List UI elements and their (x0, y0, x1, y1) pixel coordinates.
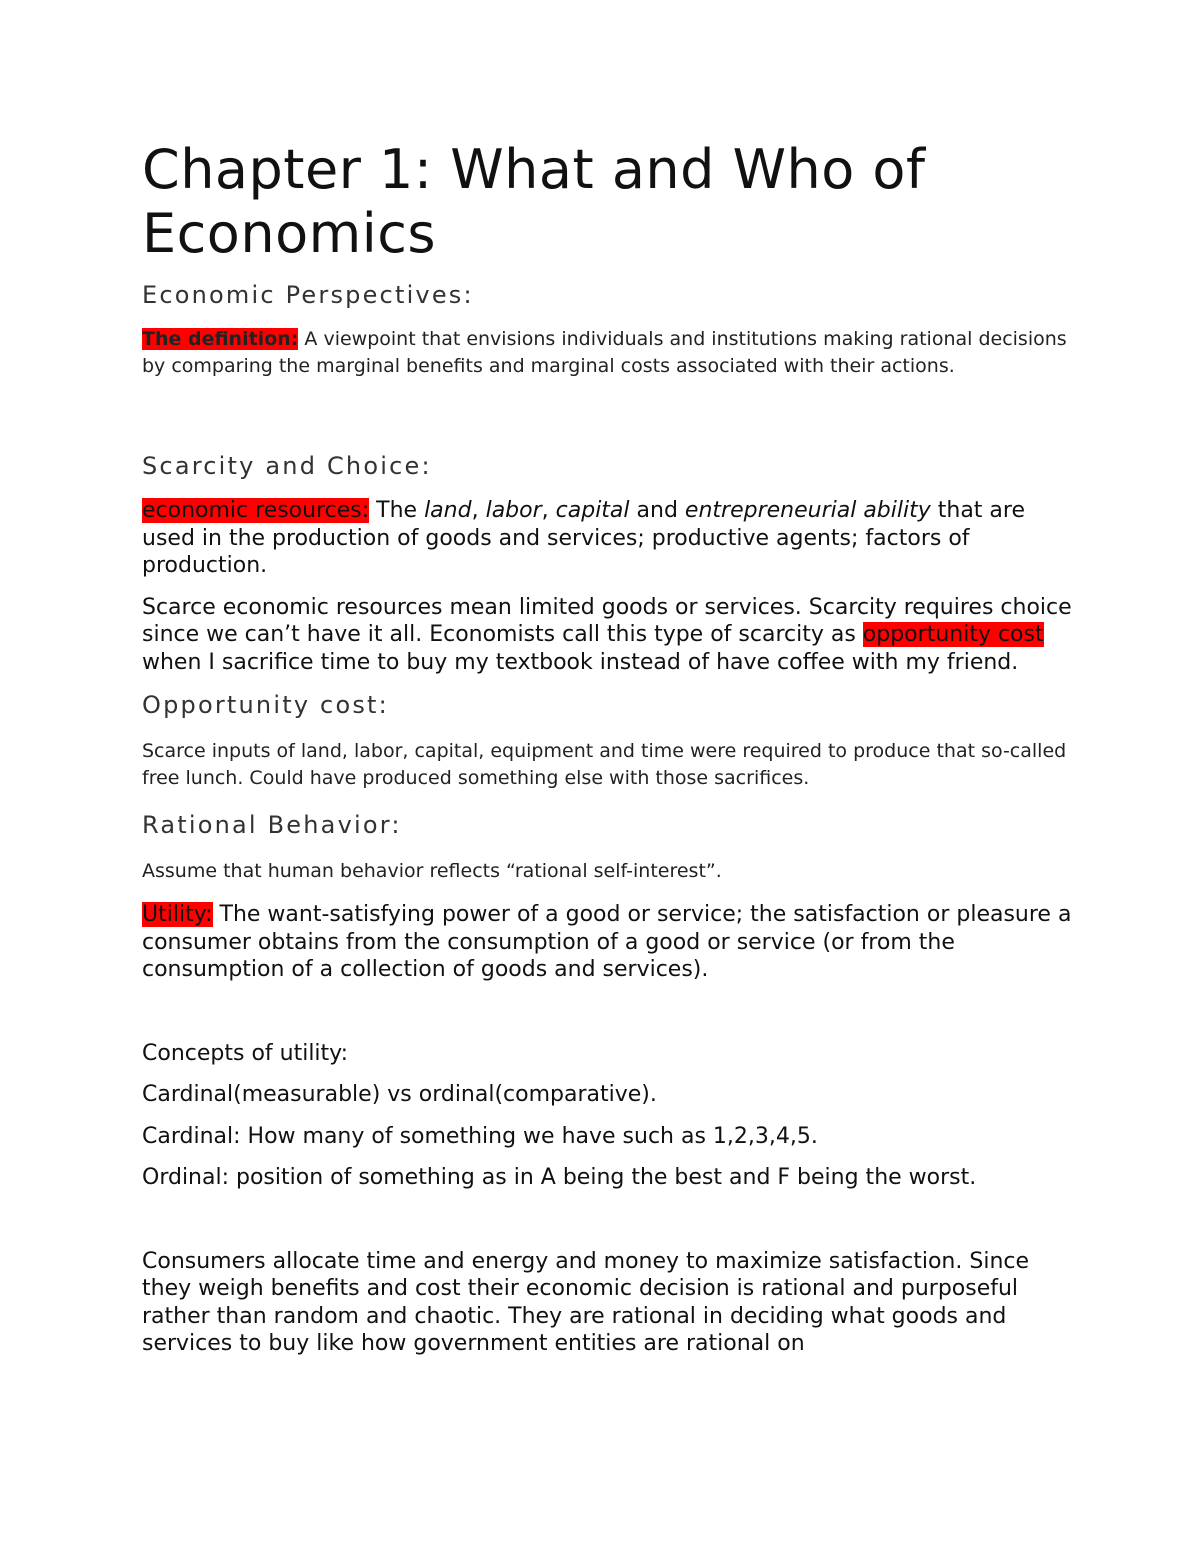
scarcity-paragraph (142, 594, 1072, 677)
economic-resources-paragraph (142, 497, 1072, 580)
heading-scarcity-and-choice: Scarcity and Choice: (142, 452, 432, 480)
chapter-title: Chapter 1: What and Who of Economics (142, 138, 926, 265)
term-highlight-opportunity-cost: opportunity cost (862, 622, 1044, 647)
utility-text: The want-satisfying power of a good or service; the satisfaction or pleasure a consumer obtains from the consumption of a good or service (or from the consumption of a collection of goods and services). (142, 902, 1072, 982)
concepts-line-cardinal-vs-ordinal: Cardinal(measurable) vs ordinal(comparative). (142, 1082, 657, 1107)
heading-rational-behavior: Rational Behavior: (142, 811, 402, 839)
definition-paragraph (142, 326, 1072, 380)
concepts-line-ordinal: Ordinal: position of something as in A being the best and F being the worst. (142, 1165, 977, 1190)
term-highlight-definition: The definition: (142, 328, 299, 350)
utility-paragraph (142, 901, 1072, 984)
scarcity-text-end: when I sacrifice time to buy my textbook instead of have coffee with my friend. (142, 649, 1019, 675)
term-highlight-utility: Utility: (142, 902, 213, 927)
concepts-line-cardinal: Cardinal: How many of something we have such as 1,2,3,4,5. (142, 1123, 818, 1149)
term-highlight-economic-resources: economic resources: (142, 498, 370, 523)
opportunity-cost-paragraph: Scarce inputs of land, labor, capital, equipment and time were required to produce that so-called free lunch. Could have produced something else with those sacrifices. (142, 740, 1067, 789)
consumers-paragraph: Consumers allocate time and energy and money to maximize satisfaction. Since they weigh benefits and cost their economic decision is rational and purposeful rather than random and chaotic. They are rational in deciding what goods and services to buy like how government entities are rational on (142, 1248, 1030, 1356)
document-content (142, 138, 1072, 1358)
term-labor: labor (485, 498, 542, 523)
term-land: land (424, 498, 472, 523)
concepts-heading-line: Concepts of utility: (142, 1040, 349, 1066)
separator: , (471, 498, 486, 523)
rational-paragraph: Assume that human behavior reflects “rational self-interest”. (142, 860, 722, 882)
resources-text-end: that are used in the production of goods and services; productive agents; factors of production. (142, 498, 1025, 578)
resources-text: The (369, 498, 425, 523)
heading-opportunity-cost: Opportunity cost: (142, 691, 389, 719)
scarcity-text: Scarce economic resources mean limited goods or services. Scarcity requires choice since we can’t have it all. Economists call this type of scarcity as (142, 594, 1072, 647)
term-entrepreneurial-ability: entrepreneurial ability (684, 498, 931, 523)
heading-economic-perspectives: Economic Perspectives: (142, 281, 474, 309)
term-capital: capital (555, 498, 630, 523)
conjunction: and (629, 498, 685, 523)
separator: , (541, 498, 556, 523)
definition-text: A viewpoint that envisions individuals and institutions making rational decisions by comparing the marginal benefits and marginal costs associated with their actions. (142, 328, 1067, 377)
